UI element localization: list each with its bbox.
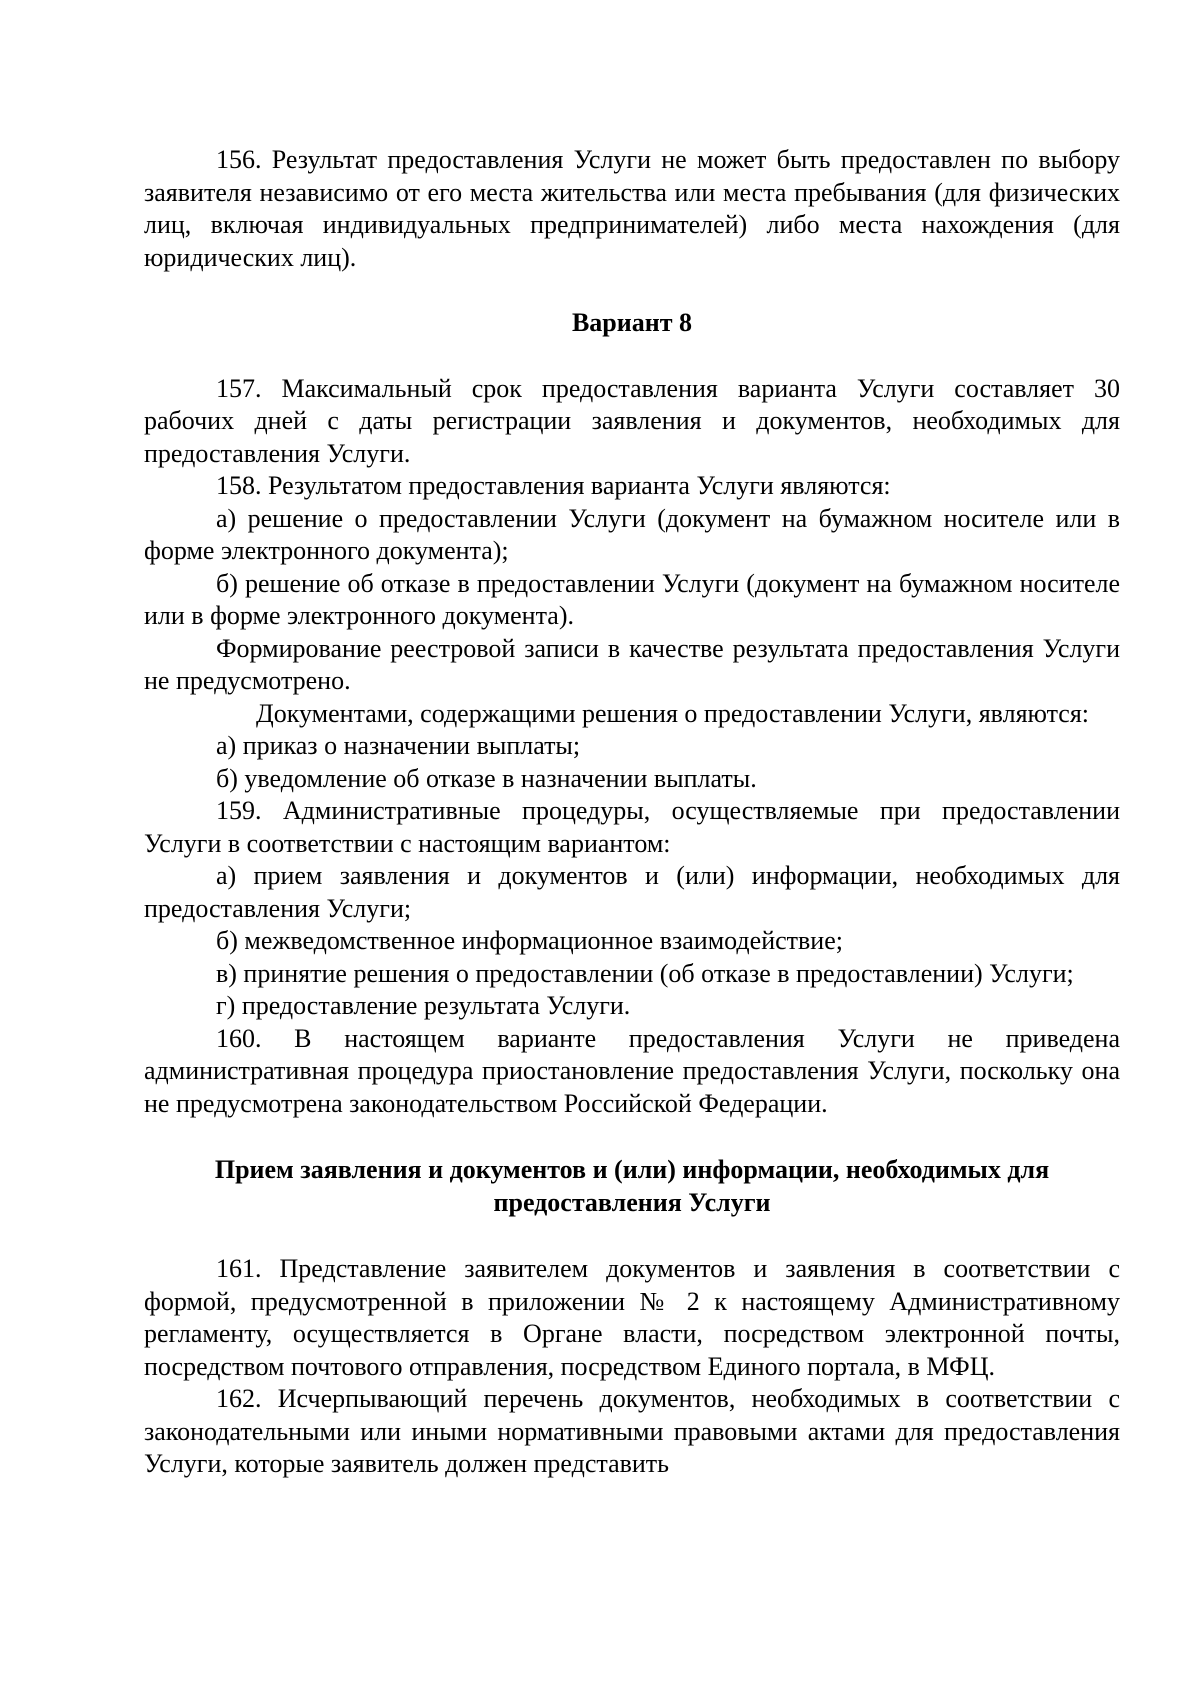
paragraph-158-a: а) решение о предоставлении Услуги (документ на бумажном носителе или в форме электронного документа);	[144, 503, 1120, 565]
variant-8-section	[144, 373, 1120, 1121]
paragraph-decision-doc-b: б) уведомление об отказе в назначении выплаты.	[216, 763, 757, 793]
paragraph-159: 159. Административные процедуры, осуществляемые при предоставлении Услуги в соответствии с настоящим вариантом:	[144, 796, 1120, 858]
heading-reception: Прием заявления и документов и (или) информации, необходимых для предоставления Услуги	[214, 1155, 1050, 1217]
paragraph-157: 157. Максимальный срок предоставления варианта Услуги составляет 30 рабочих дней с даты регистрации заявления и документов, необходимых для предоставления Услуги.	[144, 373, 1120, 468]
reception-section	[144, 1253, 1120, 1481]
paragraph-158-b: б) решение об отказе в предоставлении Услуги (документ на бумажном носителе или в форме электронного документа).	[144, 568, 1120, 630]
paragraph-159-d: г) предоставление результата Услуги.	[216, 991, 631, 1020]
paragraph-161: 161. Представление заявителем документов и заявления в соответствии с формой, предусмотренной в приложении № 2 к настоящему Административному регламенту, осуществляется в Органе власти, посредством электронной почты, посредством почтового отправления, посредством Единого портала, в МФЦ.	[144, 1254, 1120, 1381]
paragraph-156: 156. Результат предоставления Услуги не может быть предоставлен по выбору заявителя независимо от его места жительства или места пребывания (для физических лиц, включая индивидуальных предпринимателей) либо места нахождения (для юридических лиц).	[144, 145, 1120, 272]
paragraph-160: 160. В настоящем варианте предоставления Услуги не приведена административная процедура приостановление предоставления Услуги, поскольку она не предусмотрена законодательством Российской Федерации.	[144, 1023, 1120, 1118]
paragraph-158: 158. Результатом предоставления варианта Услуги являются:	[216, 471, 891, 500]
paragraph-162: 162. Исчерпывающий перечень документов, необходимых в соответствии с законодательными или иными нормативными правовыми актами для предоставления Услуги, которые заявитель должен представить	[144, 1384, 1120, 1478]
paragraph-159-c: в) принятие решения о предоставлении (об отказе в предоставлении) Услуги;	[216, 958, 1074, 988]
paragraph-159-a: а) прием заявления и документов и (или) информации, необходимых для предоставления Услуги;	[144, 861, 1120, 923]
heading-variant-8: Вариант 8	[571, 308, 693, 337]
paragraph-registry-record: Формирование реестровой записи в качестве результата предоставления Услуги не предусмотрено.	[144, 633, 1120, 695]
paragraph-159-b: б) межведомственное информационное взаимодействие;	[216, 926, 843, 955]
document-body	[144, 144, 1120, 1481]
paragraph-decision-documents: Документами, содержащими решения о предоставлении Услуги, являются:	[256, 698, 1090, 728]
paragraph-decision-doc-a: а) приказ о назначении выплаты;	[216, 731, 581, 760]
